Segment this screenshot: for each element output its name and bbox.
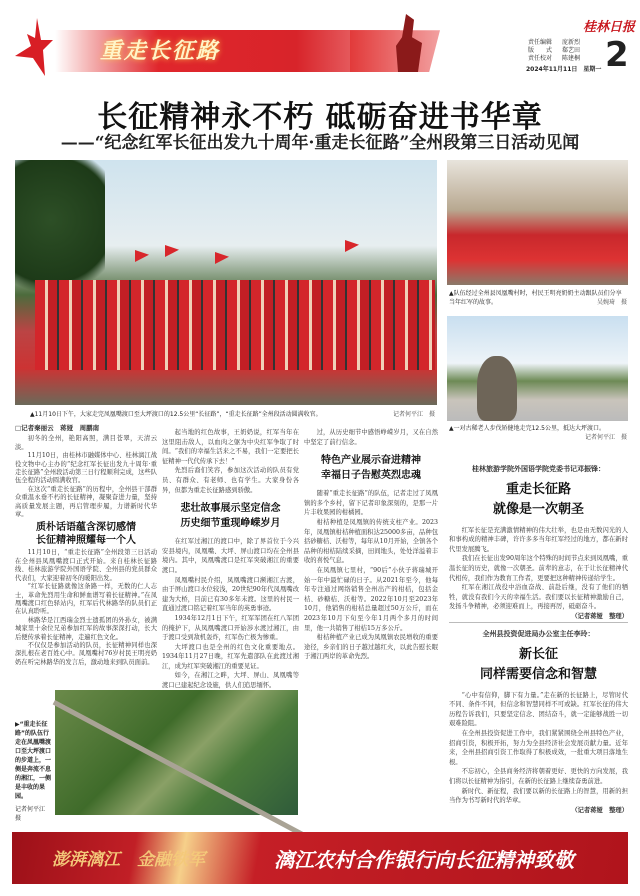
staff-name: 陈建桐: [562, 55, 581, 62]
interview-kicker: 桂林旅游学院外国语学院党委书记邓振锋：: [472, 465, 605, 473]
paragraph: 在凤凰镇七里村，“90后”小伙子蒋瑞城开始一年中最忙碌的日子。从2021年至今，他每年专注通过网络销售全州出产的柑桔，包括金桔、砂糖桔、沃柑等。2022年10月至2023年10月，他销售的柑桔总量超过50万公斤，而在2023年10月下旬至今年1月两个多月的时间里，他一共销售了柑桔15万多公斤。: [304, 566, 438, 632]
photo-credit: 吴婉琦 摄: [596, 299, 627, 306]
staff-row: [528, 39, 580, 47]
crowd: [35, 280, 435, 370]
column-title: 重走长征路: [100, 38, 221, 64]
reporter-credit: （记者蒋娅 整理）: [571, 806, 628, 814]
section-heading-line: 历史细节重现峥嵘岁月: [180, 518, 281, 530]
section-heading-line: 幸福日子告慰英烈忠魂: [321, 470, 421, 482]
section-heading-line: 长征精神照耀每一个人: [36, 535, 136, 547]
article-column-2: [162, 428, 299, 690]
subheadline: ——“纪念红军长征出发九十周年·重走长征路”全州段第三日活动见闻: [60, 133, 580, 153]
divider: [449, 622, 628, 623]
paragraph: 如今，在湘江之畔，大坪、屏山、凤凰嘴等渡口已建起纪念设施，供人们追思缅怀。: [162, 672, 299, 690]
paragraph: 先烈后裔们笑容，参加这次活动的队员有党员、有群众、有老师、也有学生。大家身份各异，但都为重走长征路感到骄傲。: [162, 467, 299, 494]
paragraph: “心中有信仰，脚下有力量。”走在新的长征路上，尽管时代不同、条件不同，但信念和智慧同样不可或缺。红军长征的伟大历程告诉我们，只要坚定信念、团结奋斗，就一定能够战胜一切艰难险阻。: [449, 691, 628, 728]
byline: □记者秦丽云 蒋娅 周鹏南: [15, 424, 100, 432]
section-heading: [304, 453, 438, 483]
reporter-credit: （记者蒋娅 整理）: [571, 612, 628, 620]
section-heading: [162, 501, 299, 531]
title-line: 同样需要信念和智慧: [479, 666, 597, 682]
staff-role: 责任校对: [528, 55, 553, 62]
staff-name: 庞新烈: [562, 39, 581, 46]
section-heading: [15, 521, 157, 547]
article-column-1: [15, 424, 157, 689]
paragraph: 在红军过湘江的渡口中，除了界首位于今兴安县境内，凤凰嘴、大坪、屏山渡口均在全州县境内。其中，凤凰嘴渡口是红军突破湘江的重要渡口。: [162, 538, 299, 574]
paragraph: 随着“重走长征路”的队伍，记者走过了凤凰镇的多个乡村，留下记者印象深刻的，是那一片片丰收果园的柑橘园。: [304, 490, 438, 517]
interview-kicker: 全州县投资促进局办公室主任李玲：: [482, 630, 595, 638]
paragraph: 起当地的红色故事，王奶奶说，红军当年在这里阻击敌人，以血肉之躯为中央红军争取了时间。“我们的幸福生活来之不易，我们一定要把长征精神一代代传承下去！”: [162, 429, 299, 465]
interview-title: [449, 480, 628, 520]
paragraph: “红军长征路就像这条路一样，无数的仁人志士，革命先烈用生命和鲜血谱写着长征精神。”在凤凰嘴渡口红色驿站内，红军后代林路华的队员们正在认真聆听。: [15, 583, 157, 616]
title-line: 就像是一次朝圣: [492, 501, 584, 517]
paragraph: 1934年12月1日下午，红军军团在红八军团的掩护下，从凤凰嘴渡口开始涉水渡过湘江，由于渡口受到敌机轰炸，红军伤亡极为惨重。: [162, 614, 299, 642]
village-story-photo: [447, 160, 628, 285]
ad-main-text: 漓江农村合作银行向长征精神致敬: [274, 848, 574, 872]
paragraph: 林路华是江西瑞金烈士遗孤团的外孙女，被满城家里十余位兄弟参加红军的故事深深打动，长大后便传承着长征精神，走遍红色文化。: [15, 616, 157, 641]
red-flag: [165, 245, 179, 269]
aerial-photo-caption: [15, 720, 53, 823]
red-flag: [345, 240, 359, 264]
paragraph: 我们在长征出发90周年这个特殊的时间节点来到凤凰嘴，重温长征的历史，就像一次朝圣。前辈的意志，在于让长征精神代代相传，我们作为教育工作者，更要把这种精神传递给学生。: [449, 555, 628, 582]
ferry-stone-photo: [447, 316, 628, 421]
red-star-logo: [15, 18, 53, 76]
paragraph: 11月10日，“重走长征路”全州段第三日活动在全州县凤凰嘴渡口正式开始。来自桂林长征路线、桂林旅游学院外国语学院、全州县的党员群众代表们，大家迎着初冬的暖阳出发。: [15, 549, 157, 582]
paragraph: 凤凰嘴村民介绍，凤凰嘴渡口濒湘江古渡，由于屏山渡口水位较浅，20世纪90年代凤凰嘴改建为大桥，目前已有30多年未渡。这里的村民一直通过渡口铭记着红军当年的英勇事迹。: [162, 576, 299, 613]
paragraph: 在全州县投资促进工作中，我们紧紧围绕全州县特色产业，招商引资，积极开拓，努力为全县经济社会发展贡献力量。近年来，全州县招商引资工作取得了积极成效，一批重大项目落地生根。: [449, 729, 628, 766]
paragraph: 不忘初心，全县商务经济将朝着更好、更快的方向发展，我们将以长征精神为指引，在新的长征路上继续奋勇前进。: [449, 768, 628, 785]
headline: 长征精神永不朽 砥砺奋进书华章: [97, 100, 543, 135]
paragraph: 红军长征是充满激情精神的伟大壮举，也是由无数闪光的人和事构成的精神丰碑，许许多多当年红军经过的地方，都在新时代里发展腾飞。: [449, 526, 628, 553]
paragraph: 11月10日，由桂林市融媒体中心、桂林漓江战役文物中心主办的“纪念红军长征出发九十周年·重走长征路”全州段活动第三日行程顺利完成，这些队伍全程的活动圆满收官。: [15, 452, 157, 485]
paragraph: 不仅仅是参加活动的队员，长征精神同样也深深扎根在老百姓心中。凤凰嘴村76岁村民王明亮奶奶在听完林路华的发言后，激动地来到队员面前。: [15, 641, 157, 666]
aerial-photo: [55, 690, 298, 815]
paragraph: 初冬的全州，艳阳高照，满目苍翠，天清云淡。: [15, 435, 157, 451]
photo-credit: 记者何平江 摄: [584, 434, 627, 441]
paragraph: 大坪渡口也是全州的红色文化重要地点。1934年11月27日晚，红军先遣部队在此渡过湘江，成为红军突破湘江的重要见证。: [162, 643, 299, 670]
staff-row: [528, 47, 580, 55]
article-column-3: [304, 428, 438, 823]
staff-name: 郗艺田: [562, 47, 581, 54]
paragraph: 红军在湘江战役中浴血奋战、前赴后继，没有了他们的牺牲，就没有我们今天的幸福生活。我们要以长征精神激励自己，发扬斗争精神，必须迎难而上，再接再厉，砥砺奋斗。: [449, 584, 628, 611]
paragraph: 过，从历史细节中感悟峥嵘岁月，又在自然中坚定了前行信念。: [304, 429, 438, 446]
caption-text: ▲队伍经过全州县凤凰嘴村时，村民王明亮奶奶主动跟队员们分享当年红军的故事。: [449, 290, 622, 306]
photo-credit: 记者何平江 摄: [15, 806, 52, 822]
main-photo: [15, 160, 437, 405]
staff-row: [528, 55, 580, 63]
ad-banner: [12, 832, 628, 884]
paragraph: 新时代、新征程，我们要以新的长征路上的智慧，用新的担当作为书写新时代的华章。: [449, 787, 628, 805]
paragraph: 柑桔种植是凤凰镇的传统支柱产业。2023年，凤凰镇柑桔种植面积达25000多亩，品种包括砂糖桔、沃柑等，每年从10月开始，全镇各个品种的柑桔陆续采摘，田间地头，处处洋溢着丰收的喜悦气息。: [304, 518, 438, 565]
monument-stone: [477, 356, 517, 421]
ferry-photo-caption: [449, 424, 627, 442]
section-heading-line: 特色产业展示奋进精神: [321, 455, 421, 467]
photo-credit: 记者何平江 摄: [392, 411, 435, 418]
page-number: 2: [605, 35, 629, 75]
paragraph: 柑桔种植产业已成为凤凰镇农民增收的重要途径，乡亲们的日子越过越红火，以此告慰长眠于湘江两岸的革命先烈。: [304, 634, 438, 661]
caption-text: ▲一对古稀老人步伐矫健地走完12.5公里，抵达大坪渡口。: [449, 425, 605, 432]
title-line: 重走长征路: [505, 481, 571, 497]
interview-2: [449, 630, 628, 822]
staff-role: 责任编辑: [528, 39, 553, 46]
staff-list: [528, 39, 580, 63]
banner-artwork: [350, 14, 440, 72]
road: [53, 700, 320, 845]
paper-name: 桂林日报: [583, 20, 636, 35]
interview-title: [449, 645, 628, 685]
paragraph: 在这次“重走长征路”的历程中，全州县干部群众重温永垂不朽的长征精神，凝聚奋进力量，坚持高质量发展主题，再启管理步履，力谱新时代华章。: [15, 485, 157, 519]
title-line: 新长征: [518, 646, 558, 662]
main-photo-caption: [30, 410, 435, 419]
section-heading-line: 悲壮故事展示坚定信念: [180, 503, 281, 515]
red-flag: [215, 252, 229, 276]
staff-role: 版 式: [528, 47, 553, 54]
caption-text: ▶“重走长征路”的队伍行走在凤凰嘴渡口至大坪渡口的步道上，一侧是奔流不息的湘江，一侧是丰收的果园。: [15, 721, 52, 800]
caption-text: ▲11月10日下午，大家走完凤凰嘴渡口至大坪渡口的12.5公里“长征路”，“重走长征路”全州段活动圆满收官。: [30, 411, 322, 418]
village-photo-caption: [449, 289, 627, 307]
red-flag: [135, 250, 149, 274]
issue-date: 2024年11月11日 星期一: [526, 66, 602, 73]
section-heading-line: 质朴话语蕴含深切感情: [36, 522, 136, 534]
interview-1: [449, 465, 628, 630]
ad-slogan: 澎湃漓江 金融铁军: [52, 850, 205, 870]
